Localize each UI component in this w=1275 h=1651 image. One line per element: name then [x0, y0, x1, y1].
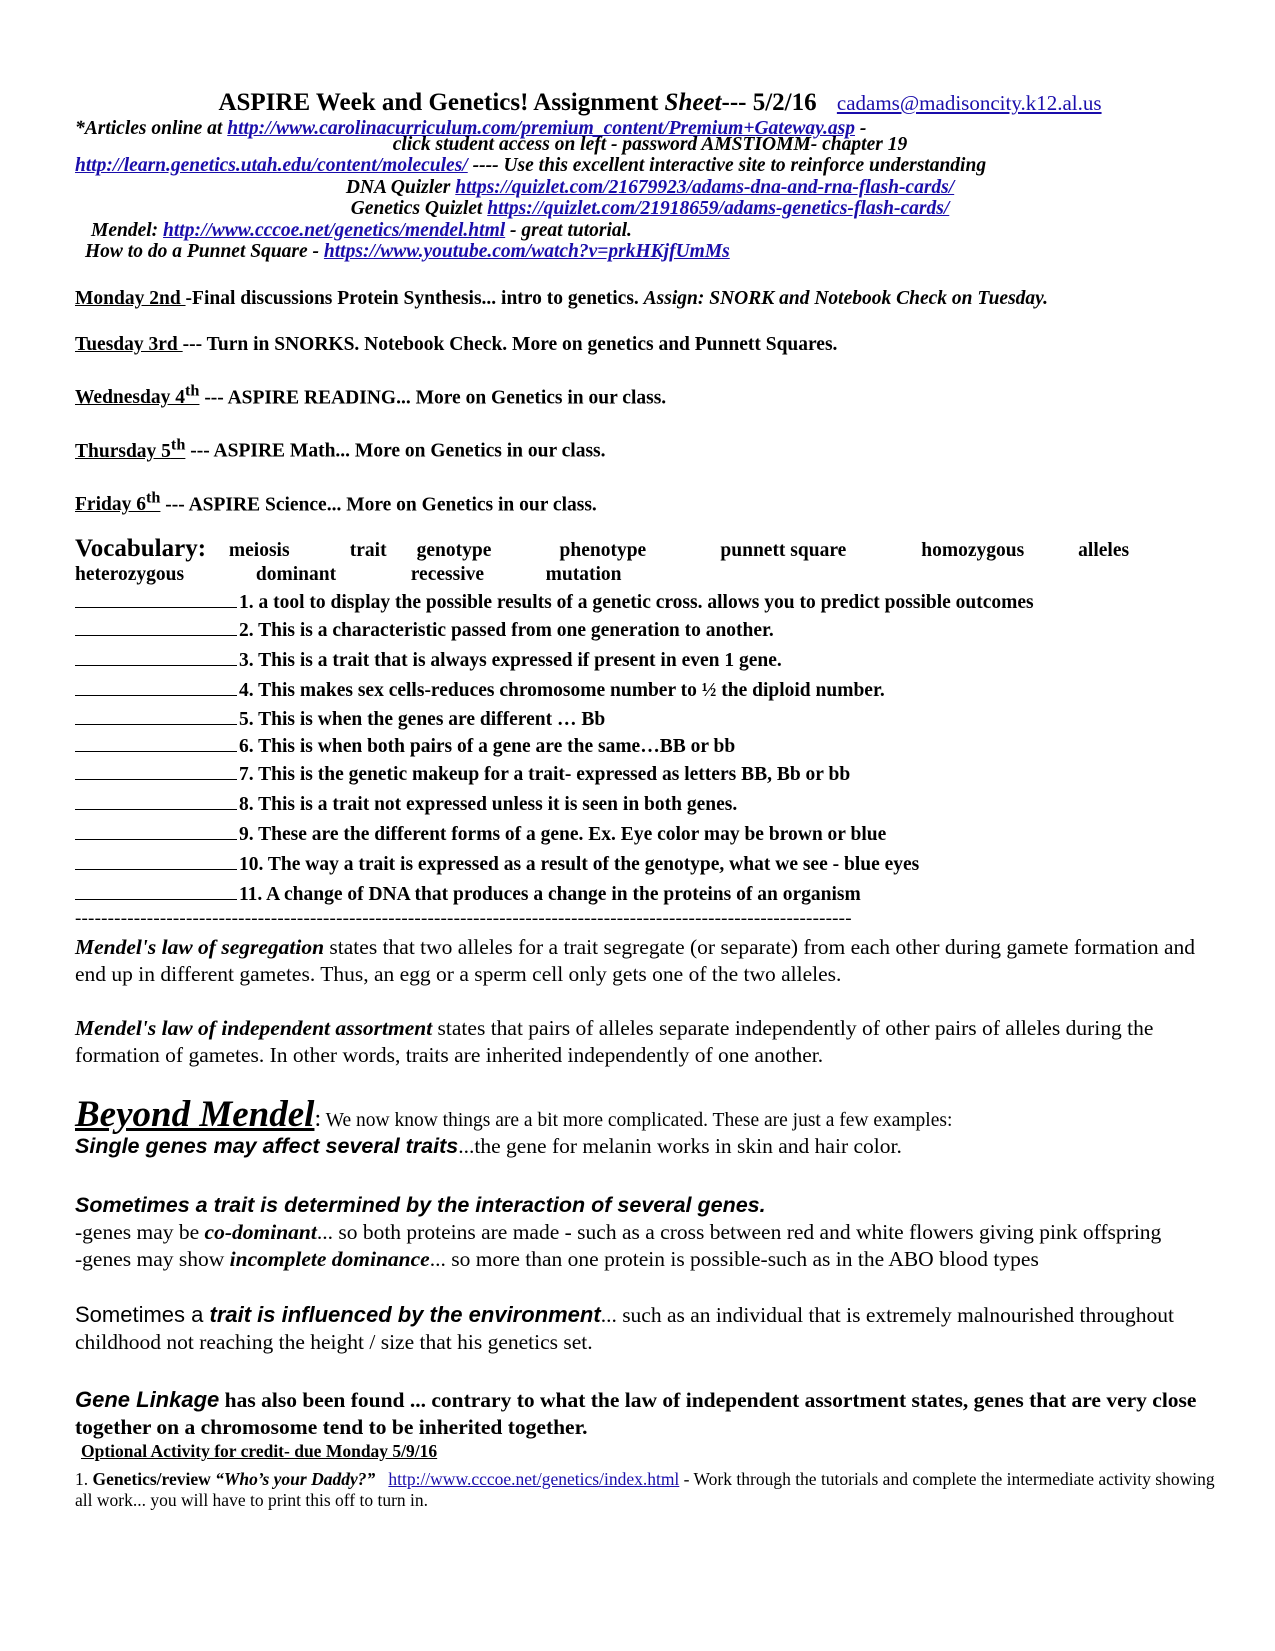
definition-row: 7. This is the genetic makeup for a trait- expressed as letters BB, Bb or bb — [75, 760, 1225, 790]
definition-row: 10. The way a trait is expressed as a result of the genotype, what we see - blue eyes — [75, 850, 1225, 880]
answer-blank[interactable] — [75, 706, 237, 725]
utah-line: http://learn.genetics.utah.edu/content/molecules/ ---- Use this excellent interactive site to reinforce understanding — [75, 155, 987, 176]
teacher-email-link[interactable]: cadams@madisoncity.k12.al.us — [836, 91, 1102, 115]
title-sheet: Sheet — [664, 89, 722, 116]
vocab-word: punnett square — [720, 540, 847, 561]
answer-blank[interactable] — [75, 851, 237, 870]
answer-blank[interactable] — [75, 677, 237, 696]
articles-password-line: click student access on left - password AMSTIOMM- chapter 19 — [392, 133, 908, 155]
utah-genetics-link[interactable]: http://learn.genetics.utah.edu/content/molecules/ — [75, 155, 468, 176]
definition-row: 3. This is a trait that is always expressed if present in even 1 gene. — [75, 646, 1225, 676]
weekly-schedule — [75, 287, 1225, 518]
mendel-tutorial-link[interactable]: http://www.cccoe.net/genetics/mendel.html — [163, 219, 506, 241]
vocab-word: alleles — [1078, 540, 1130, 561]
vocab-word: trait — [349, 540, 387, 561]
beyond-mendel-section — [75, 1095, 1225, 1441]
interaction-heading: Sometimes a trait is determined by the interaction of several genes. — [75, 1193, 766, 1217]
optional-activity: 1. Genetics/review “Who’s your Daddy?” http://www.cccoe.net/genetics/index.html - Work through the tutorials and complete the intermediate activity showing all work... you will have to print this off to turn in. — [75, 1469, 1215, 1510]
document-page — [75, 88, 1225, 1511]
vocab-word: homozygous — [921, 540, 1025, 561]
answer-blank[interactable] — [75, 589, 237, 608]
definition-row: 11. A change of DNA that produces a change in the proteins of an organism — [75, 880, 1225, 910]
vocab-word: recessive — [410, 564, 485, 585]
definition-row: 9. These are the different forms of a gene. Ex. Eye color may be brown or blue — [75, 820, 1225, 850]
vocab-word: genotype — [416, 540, 492, 561]
answer-blank[interactable] — [75, 821, 237, 840]
answer-blank[interactable] — [75, 617, 237, 636]
mendel-laws — [75, 934, 1225, 1069]
genetics-review-link[interactable]: http://www.cccoe.net/genetics/index.html — [388, 1469, 680, 1489]
environment-line: Sometimes a trait is influenced by the environment... such as an individual that is extremely malnourished throughout childhood not reaching the height / size that his genetics set. — [75, 1302, 1174, 1354]
optional-activity-heading: Optional Activity for credit- due Monday 5/9/16 — [81, 1441, 438, 1461]
gene-linkage-line: Gene Linkage has also been found ... contrary to what the law of independent assortment states, genes that are very close together on a chromosome tend to be inherited together. — [75, 1387, 1197, 1439]
incomplete-dominance-line: -genes may show incomplete dominance... so more than one protein is possible-such as in the ABO blood types — [75, 1247, 1039, 1271]
schedule-wednesday: Wednesday 4th --- ASPIRE READING... More on Genetics in our class. — [75, 381, 667, 408]
dna-quizlet-line: DNA Quizler https://quizlet.com/21679923/adams-dna-and-rna-flash-cards/ — [345, 176, 955, 198]
definition-row: 6. This is when both pairs of a gene are the same…BB or bb — [75, 733, 1225, 760]
resource-links — [75, 118, 1225, 263]
answer-blank[interactable] — [75, 733, 237, 752]
definition-row: 1. a tool to display the possible results of a genetic cross. allows you to predict possible outcomes — [75, 589, 1225, 616]
schedule-tuesday: Tuesday 3rd --- Turn in SNORKS. Notebook Check. More on genetics and Punnett Squares. — [75, 333, 838, 355]
page-title — [75, 88, 1225, 118]
answer-blank[interactable] — [75, 791, 237, 810]
section-divider: ----------------------------------------------------------------------------------------------------------------------- — [75, 910, 852, 928]
single-gene-traits: Single genes may affect several traits...the gene for melanin works in skin and hair color. — [75, 1134, 902, 1158]
vocab-word: meiosis — [228, 540, 290, 561]
title-date: --- 5/2/16 — [721, 89, 817, 116]
vocab-word: phenotype — [559, 540, 647, 561]
definition-row: 2. This is a characteristic passed from one generation to another. — [75, 616, 1225, 646]
genetics-quizlet-line: Genetics Quizlet https://quizlet.com/21918659/adams-genetics-flash-cards/ — [350, 198, 950, 219]
definition-row: 4. This makes sex cells-reduces chromosome number to ½ the diploid number. — [75, 676, 1225, 706]
punnet-video-link[interactable]: https://www.youtube.com/watch?v=prkHKjfUmMs — [323, 241, 730, 262]
dna-quizlet-link[interactable]: https://quizlet.com/21679923/adams-dna-and-rna-flash-cards/ — [455, 176, 955, 198]
co-dominant-line: -genes may be co-dominant... so both proteins are made - such as a cross between red and white flowers giving pink offspring — [75, 1220, 1162, 1244]
vocab-word: mutation — [545, 564, 622, 585]
definition-row: 8. This is a trait not expressed unless it is seen in both genes. — [75, 790, 1225, 820]
title-main: ASPIRE Week and Genetics! Assignment — [218, 89, 665, 116]
vocabulary-word-bank — [75, 537, 1225, 587]
schedule-friday: Friday 6th --- ASPIRE Science... More on Genetics in our class. — [75, 488, 597, 515]
beyond-heading: Beyond Mendel: We now know things are a bit more complicated. These are just a few examples: — [75, 1094, 953, 1135]
punnet-line: How to do a Punnet Square - https://www.youtube.com/watch?v=prkHKjfUmMs — [85, 241, 730, 262]
genetics-quizlet-link[interactable]: https://quizlet.com/21918659/adams-genetics-flash-cards/ — [487, 198, 950, 219]
answer-blank[interactable] — [75, 881, 237, 900]
law-of-segregation: Mendel's law of segregation states that two alleles for a trait segregate (or separate) from each other during gamete formation and end up in different gametes. Thus, an egg or a sperm cell only gets one of the two alleles. — [75, 935, 1196, 986]
law-of-independent-assortment: Mendel's law of independent assortment states that pairs of alleles separate independently of other pairs of alleles during the formation of gametes. In other words, traits are inherited independently of one another. — [75, 1016, 1154, 1067]
answer-blank[interactable] — [75, 761, 237, 780]
articles-line: *Articles online at http://www.carolinacurriculum.com/premium_content/Premium+Gateway.asp - — [75, 118, 867, 139]
definition-row: 5. This is when the genes are different … Bb — [75, 706, 1225, 733]
schedule-thursday: Thursday 5th --- ASPIRE Math... More on Genetics in our class. — [75, 435, 606, 462]
vocab-word: heterozygous — [75, 564, 185, 585]
answer-blank[interactable] — [75, 647, 237, 666]
vocabulary-label: Vocabulary: — [75, 535, 207, 562]
beyond-mendel-title: Beyond Mendel — [75, 1094, 315, 1135]
vocab-word: dominant — [255, 564, 337, 585]
schedule-monday: Monday 2nd -Final discussions Protein Synthesis... intro to genetics. Assign: SNORK and Notebook Check on Tuesday. — [75, 287, 1048, 309]
vocabulary-definitions — [75, 589, 1225, 910]
mendel-line: Mendel: http://www.cccoe.net/genetics/mendel.html - great tutorial. — [91, 219, 632, 241]
articles-link[interactable]: http://www.carolinacurriculum.com/premium_content/Premium+Gateway.asp — [227, 118, 855, 139]
